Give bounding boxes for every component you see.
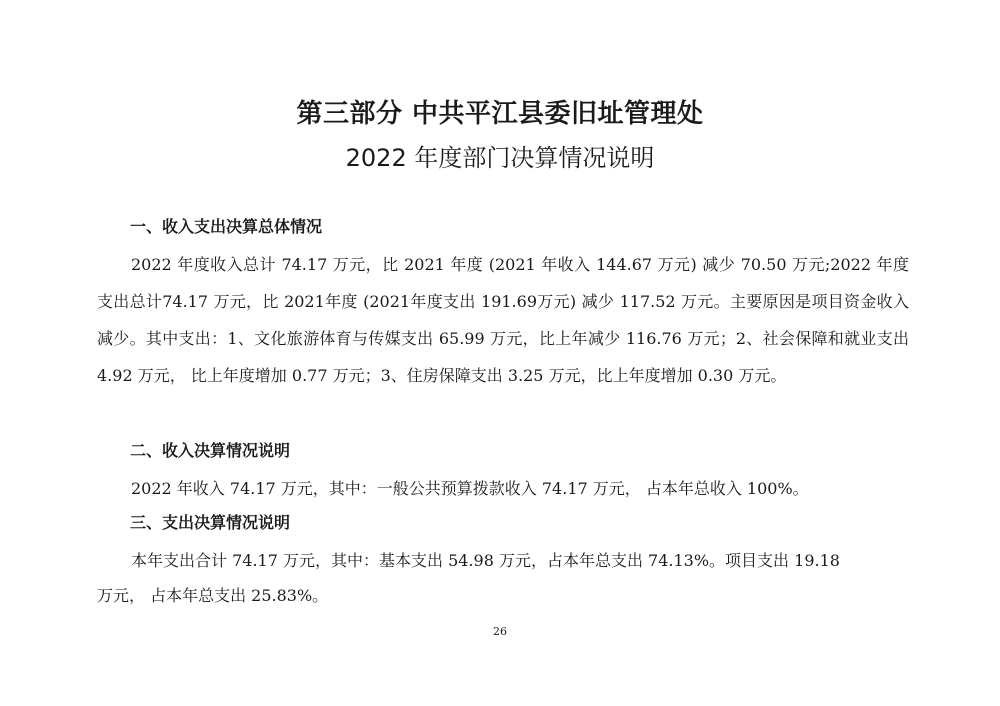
- page-number: 26: [493, 625, 507, 638]
- document-subtitle: 2022 年度部门决算情况说明: [345, 144, 655, 172]
- section-paragraph-expenditure-line2: 万元， 占本年总支出 25.83%。: [97, 586, 329, 605]
- section-heading-expenditure: 三、支出决算情况说明: [130, 513, 291, 532]
- section-heading-income: 二、收入决算情况说明: [130, 441, 291, 460]
- document-title: 第三部分 中共平江县委旧址管理处: [296, 99, 704, 129]
- section-heading-overall: 一、收入支出决算总体情况: [130, 217, 323, 236]
- paragraph-text: 2022 年度收入总计 74.17 万元，比 2021 年度 (2021 年收入 144.67 万元) 减少 70.50 万元;2022 年度支出总计74.17 万元，比 2021年度 (2021年度支出 191.69万元) 减少 117.52 万元。主要原因是项目资金收入减少。其中支出：1、文化旅游体育与传媒支出 65.99 万元，比上年减少 116.76 万元；2、社会保障和就业支出 4.92 万元， 比上年度增加 0.77 万元；3、住房保障支出 3.25 万元，比上年度增加 0.30 万元。: [97, 255, 909, 385]
- section-paragraph-income: 2022 年收入 74.17 万元，其中：一般公共预算拨款收入 74.17 万元， 占本年总收入 100%。: [131, 479, 809, 498]
- section-paragraph-expenditure-line1: 本年支出合计 74.17 万元，其中：基本支出 54.98 万元，占本年总支出 74.13%。项目支出 19.18: [131, 551, 840, 570]
- section-paragraph-overall: [97, 246, 909, 394]
